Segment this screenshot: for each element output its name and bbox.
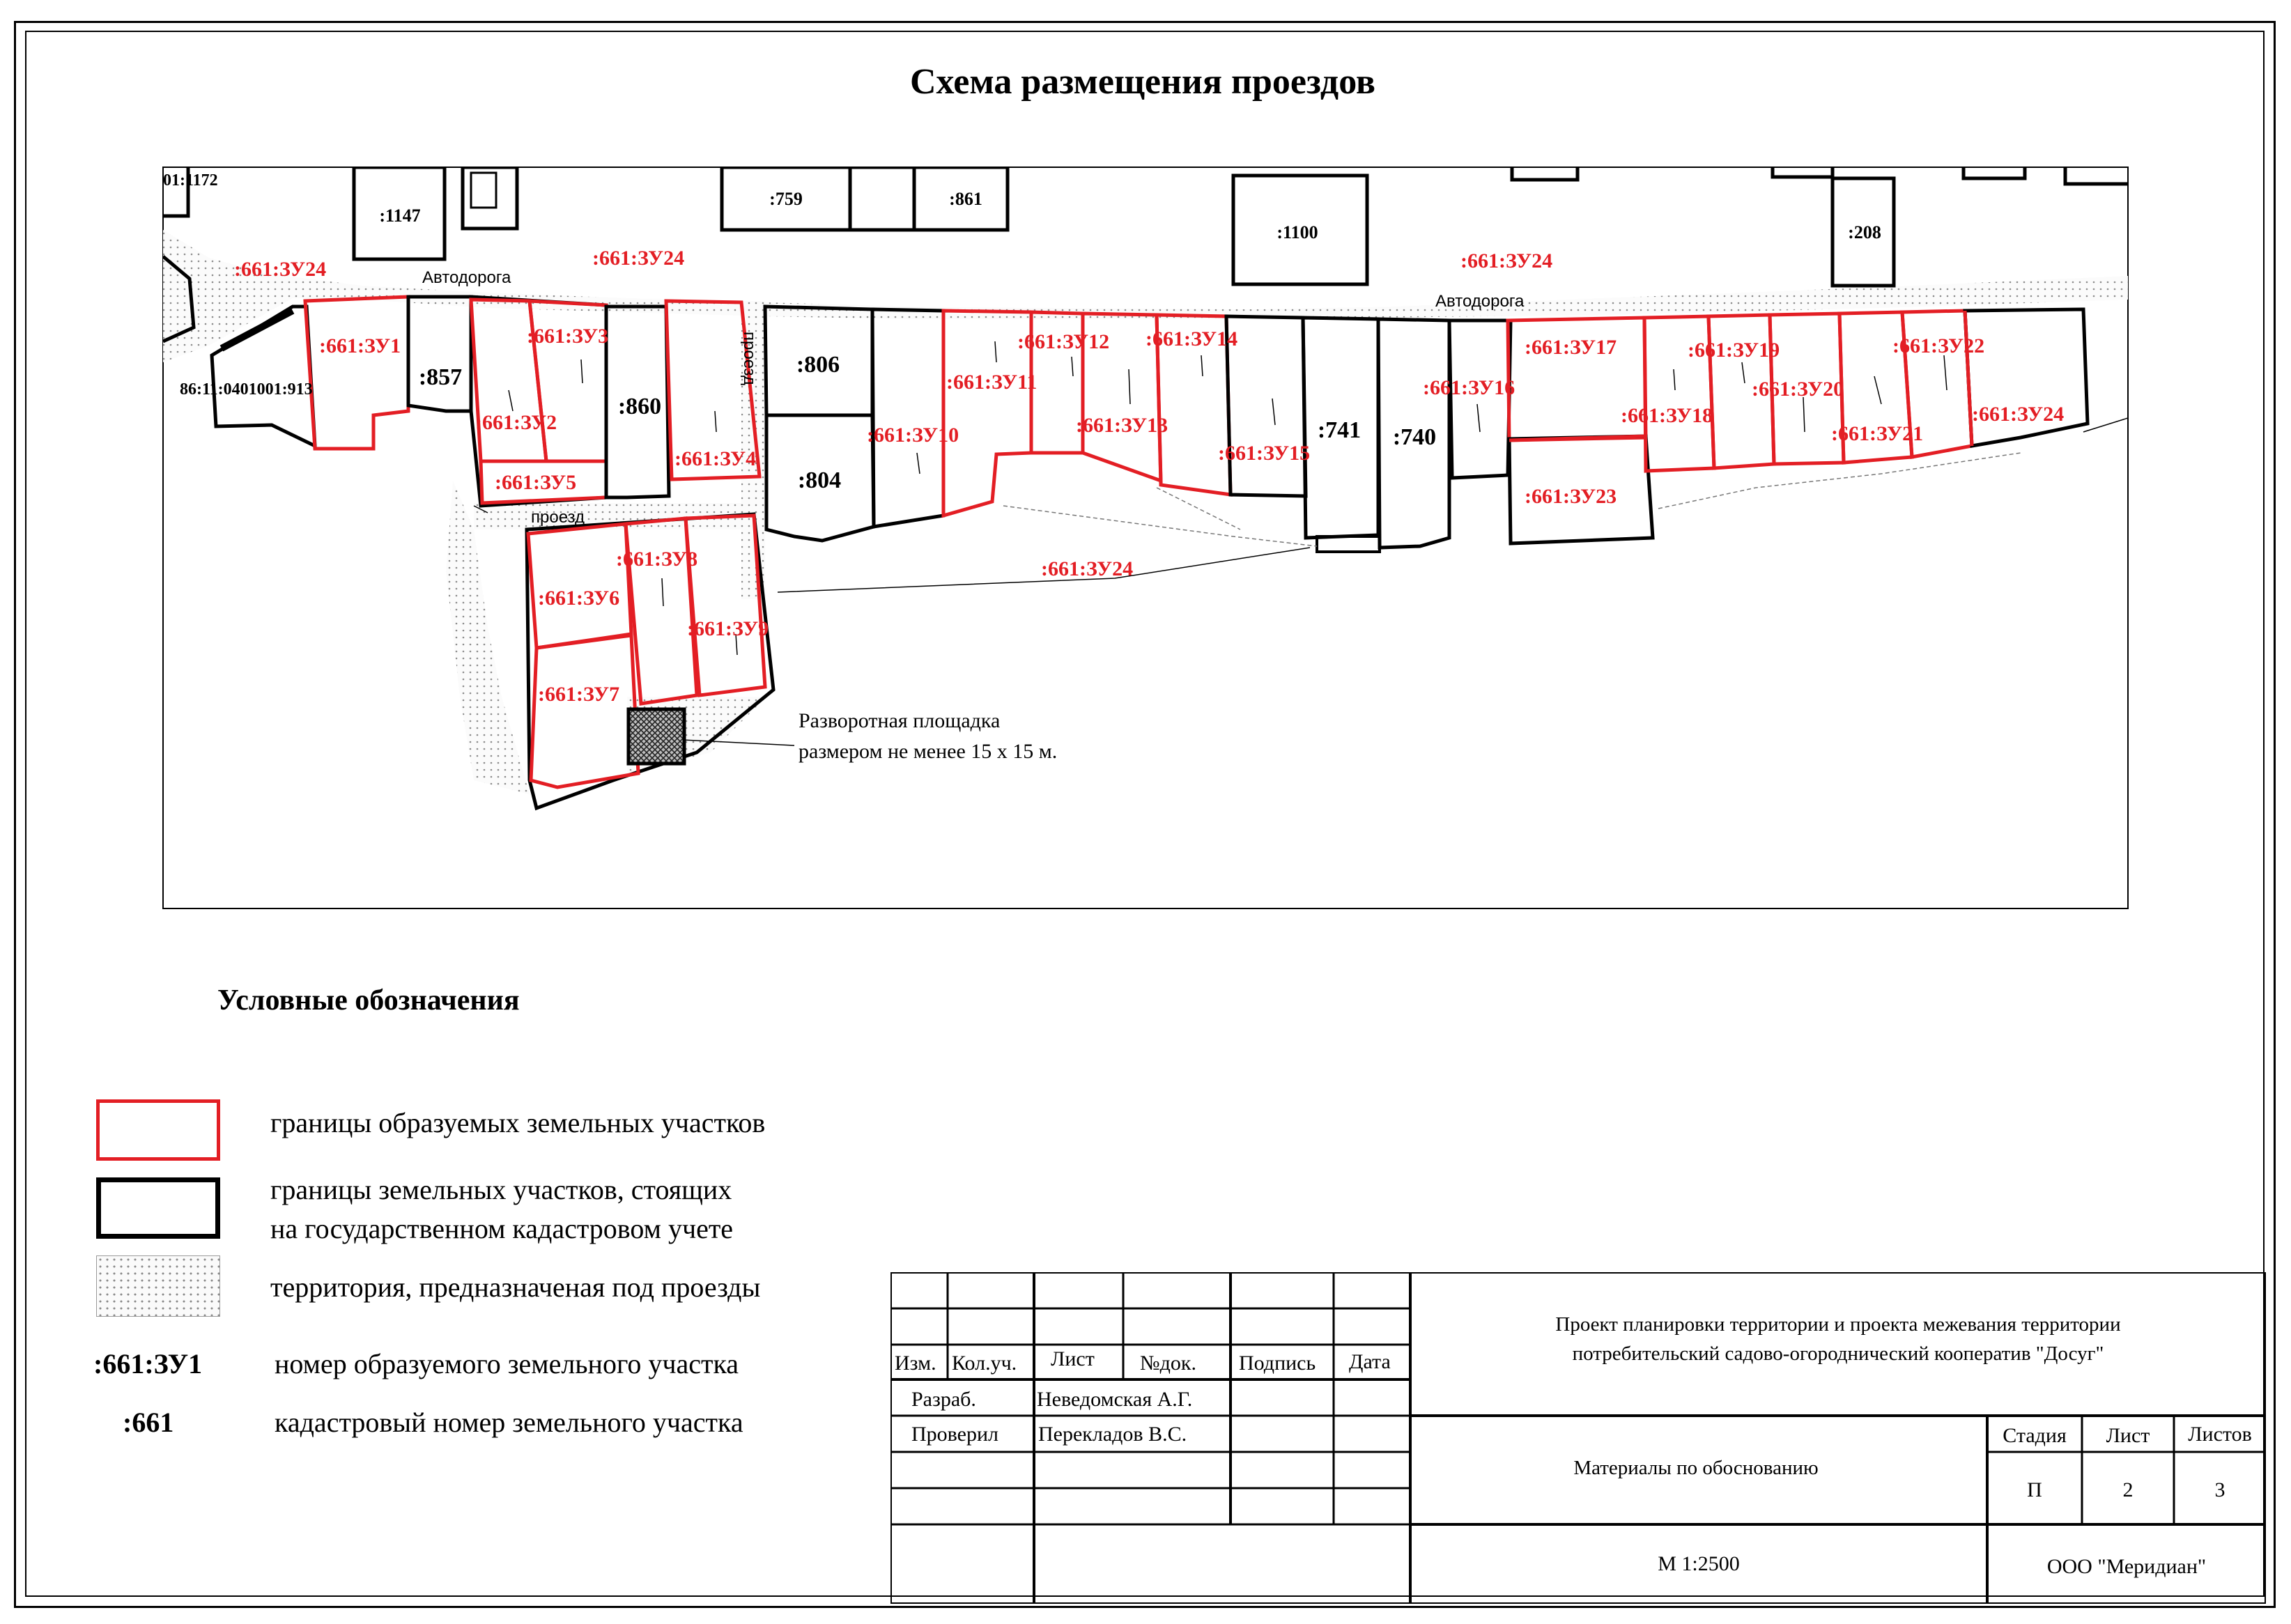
turnaround-note-line2: размером не менее 15 х 15 м. (799, 740, 1058, 763)
page-title: Схема размещения проездов (909, 62, 1376, 102)
stamp-header-list: Лист (1051, 1347, 1095, 1370)
legend-text-road-territory: территория, предназначеная под проезды (270, 1271, 761, 1303)
stamp-razrab-name: Неведомская А.Г. (1037, 1388, 1193, 1411)
label-zu24-4: :661:ЗУ24 (1460, 249, 1553, 272)
label-741: :741 (1317, 417, 1362, 443)
legend-swatch-road-territory (96, 1255, 220, 1317)
stamp-header-podpis: Подпись (1239, 1352, 1316, 1375)
label-zu24-1: :661:ЗУ24 (1972, 403, 2065, 426)
label-913: 86:11:0401001:913 (180, 380, 313, 399)
label-zu2: :661:ЗУ2 (475, 411, 557, 434)
label-zu21: :661:ЗУ21 (1831, 422, 1924, 445)
legend-text-new-number: номер образуемого земельного участка (275, 1348, 739, 1379)
label-804: :804 (797, 467, 842, 493)
label-zu20: :661:ЗУ20 (1752, 378, 1844, 401)
label-zu10: :661:ЗУ10 (867, 424, 959, 447)
passage-label-2: проезд (740, 332, 759, 385)
label-zu15: :661:ЗУ15 (1218, 442, 1311, 465)
stamp-sheets: 3 (2214, 1478, 2226, 1501)
stamp-section: Материалы по обоснованию (1573, 1457, 1819, 1479)
stamp-header-kol: Кол.уч. (952, 1352, 1017, 1375)
title-block (890, 1272, 2266, 1604)
label-zu3: :661:ЗУ3 (527, 325, 609, 348)
label-zu1: :661:ЗУ1 (319, 334, 401, 357)
stamp-scale: М 1:2500 (1658, 1552, 1740, 1575)
stamp-stage: П (2027, 1478, 2042, 1501)
legend-text-new-boundary: границы образуемых земельных участков (270, 1107, 766, 1138)
stamp-sheet-label: Лист (2106, 1424, 2150, 1447)
stamp-header-data: Дата (1349, 1350, 1391, 1373)
label-zu24-5: :661:ЗУ24 (1041, 557, 1134, 580)
legend-swatch-existing-boundary (96, 1177, 220, 1239)
label-zu9: :661:ЗУ9 (687, 617, 769, 640)
label-zu13: :661:ЗУ13 (1076, 414, 1168, 437)
label-1147: :1147 (379, 206, 421, 226)
label-zu5: :661:ЗУ5 (495, 471, 577, 494)
label-zu8: :661:ЗУ8 (616, 548, 698, 571)
label-zu18: :661:ЗУ18 (1621, 404, 1713, 427)
stamp-sheet: 2 (2122, 1478, 2134, 1501)
label-zu24-3: :661:ЗУ24 (592, 247, 685, 270)
label-1100: :1100 (1276, 222, 1318, 242)
turnaround-note-line1: Разворотная площадка (799, 709, 1001, 732)
legend-sample-new-number: :661:ЗУ1 (93, 1348, 203, 1379)
legend-title: Условные обозначения (217, 984, 520, 1016)
label-740: :740 (1392, 424, 1437, 450)
legend-text-existing-boundary-1: границы земельных участков, стоящих (270, 1174, 732, 1205)
label-861: :861 (949, 189, 982, 209)
legend-text-cadastral-number: кадастровый номер земельного участка (275, 1407, 743, 1438)
stamp-proveril-name: Перекладов В.С. (1038, 1423, 1187, 1446)
label-zu24-2: :661:ЗУ24 (234, 258, 327, 281)
passage-label-1: проезд (531, 508, 585, 527)
label-zu23: :661:ЗУ23 (1525, 485, 1617, 508)
label-zu12: :661:ЗУ12 (1017, 330, 1110, 353)
road-label-1: Автодорога (422, 268, 511, 287)
stamp-header-ndok: №док. (1140, 1352, 1196, 1375)
label-857: :857 (418, 364, 463, 390)
label-zu17: :661:ЗУ17 (1525, 336, 1617, 359)
label-zu16: :661:ЗУ16 (1423, 376, 1515, 399)
road-label-2: Автодорога (1435, 292, 1525, 311)
stamp-header-izm: Изм. (895, 1352, 936, 1375)
label-860: :860 (617, 394, 662, 419)
stamp-stage-label: Стадия (2003, 1424, 2067, 1447)
stamp-sheets-label: Листов (2188, 1423, 2252, 1446)
stamp-proveril-label: Проверил (911, 1423, 998, 1446)
label-zu14: :661:ЗУ14 (1146, 327, 1238, 350)
legend-sample-cadastral-number: :661 (123, 1407, 174, 1438)
stamp-org: ООО "Меридиан" (2046, 1555, 2207, 1578)
label-zu6: :661:ЗУ6 (538, 587, 620, 610)
label-759: :759 (769, 189, 803, 209)
label-zu11: :661:ЗУ11 (946, 371, 1037, 394)
legend-swatch-new-boundary (96, 1099, 220, 1161)
stamp-project-line1: Проект планировки территории и проекта межевания территории (1555, 1313, 2121, 1336)
label-zu19: :661:ЗУ19 (1688, 339, 1780, 362)
label-806: :806 (796, 352, 840, 378)
stamp-project-line2: потребительский садово-огороднический кооператив "Досуг" (1572, 1343, 2104, 1365)
label-zu4: :661:ЗУ4 (674, 447, 757, 470)
label-zu7: :661:ЗУ7 (538, 683, 620, 706)
legend-text-existing-boundary-2: на государственном кадастровом учете (270, 1213, 734, 1244)
stamp-razrab-label: Разраб. (911, 1388, 976, 1411)
label-1172: 01:1172 (163, 171, 218, 190)
label-zu22: :661:ЗУ22 (1892, 334, 1985, 357)
label-208: :208 (1848, 222, 1881, 242)
turnaround-area (628, 709, 684, 764)
